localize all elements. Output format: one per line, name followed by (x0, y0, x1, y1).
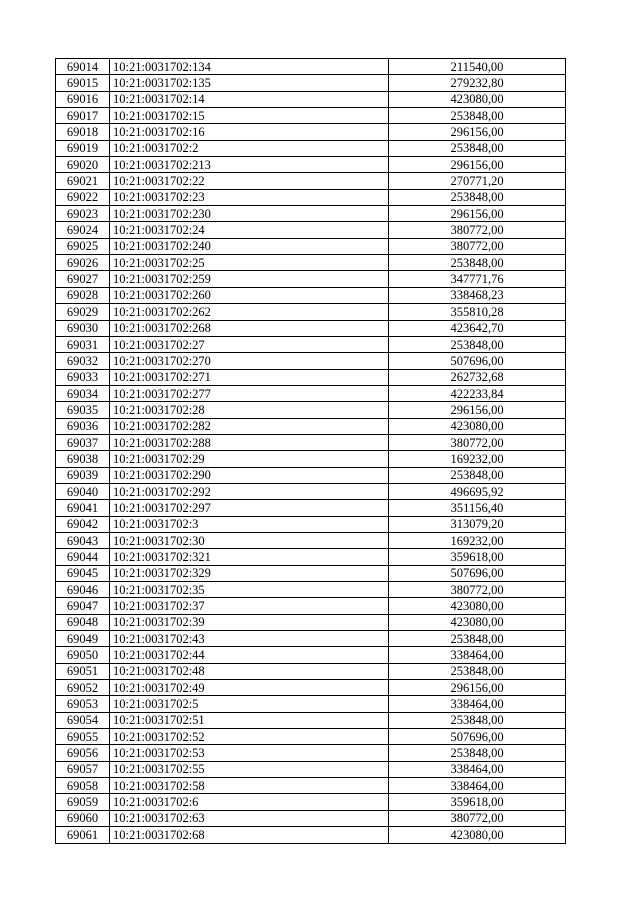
cadastral-value-cell: 380772,00 (389, 810, 566, 826)
cadastral-value-cell: 253848,00 (389, 336, 566, 352)
row-number-cell: 69044 (56, 549, 110, 565)
row-number-cell: 69022 (56, 189, 110, 205)
cadastral-value-cell: 422233,84 (389, 385, 566, 401)
cadastral-number-cell: 10:21:0031702:5 (110, 696, 389, 712)
table-row (56, 761, 566, 777)
cadastral-value-cell: 262732,68 (389, 369, 566, 385)
cadastral-value-cell: 380772,00 (389, 238, 566, 254)
cadastral-number-cell: 10:21:0031702:230 (110, 206, 389, 222)
row-number-cell: 69046 (56, 582, 110, 598)
table-row (56, 418, 566, 434)
table-row (56, 255, 566, 271)
table-row (56, 696, 566, 712)
table-row (56, 271, 566, 287)
row-number-cell: 69015 (56, 75, 110, 91)
row-number-cell: 69054 (56, 712, 110, 728)
cadastral-number-cell: 10:21:0031702:28 (110, 402, 389, 418)
cadastral-number-cell: 10:21:0031702:135 (110, 75, 389, 91)
row-number-cell: 69039 (56, 467, 110, 483)
cadastral-value-cell: 423080,00 (389, 598, 566, 614)
row-number-cell: 69041 (56, 500, 110, 516)
cadastral-value-cell: 355810,28 (389, 304, 566, 320)
table-row (56, 157, 566, 173)
table-row (56, 59, 566, 75)
row-number-cell: 69058 (56, 778, 110, 794)
cadastral-value-cell: 347771,76 (389, 271, 566, 287)
cadastral-number-cell: 10:21:0031702:3 (110, 516, 389, 532)
table-row (56, 483, 566, 499)
cadastral-number-cell: 10:21:0031702:213 (110, 157, 389, 173)
cadastral-value-cell: 253848,00 (389, 745, 566, 761)
cadastral-number-cell: 10:21:0031702:39 (110, 614, 389, 630)
cadastral-value-cell: 338464,00 (389, 761, 566, 777)
table-row (56, 647, 566, 663)
table-row (56, 532, 566, 548)
row-number-cell: 69043 (56, 532, 110, 548)
cadastral-number-cell: 10:21:0031702:48 (110, 663, 389, 679)
cadastral-value-cell: 338464,00 (389, 778, 566, 794)
table-row (56, 369, 566, 385)
cadastral-value-cell: 296156,00 (389, 680, 566, 696)
cadastral-number-cell: 10:21:0031702:292 (110, 483, 389, 499)
cadastral-value-cell: 313079,20 (389, 516, 566, 532)
cadastral-value-cell: 507696,00 (389, 565, 566, 581)
cadastral-value-cell: 253848,00 (389, 140, 566, 156)
table-row (56, 353, 566, 369)
table-row (56, 500, 566, 516)
cadastral-number-cell: 10:21:0031702:2 (110, 140, 389, 156)
cadastral-number-cell: 10:21:0031702:288 (110, 434, 389, 450)
cadastral-value-cell: 507696,00 (389, 729, 566, 745)
table-row (56, 549, 566, 565)
row-number-cell: 69018 (56, 124, 110, 140)
row-number-cell: 69033 (56, 369, 110, 385)
table-row (56, 402, 566, 418)
cadastral-number-cell: 10:21:0031702:52 (110, 729, 389, 745)
row-number-cell: 69042 (56, 516, 110, 532)
table-row (56, 336, 566, 352)
row-number-cell: 69059 (56, 794, 110, 810)
table-row (56, 565, 566, 581)
row-number-cell: 69016 (56, 91, 110, 107)
cadastral-value-cell: 211540,00 (389, 59, 566, 75)
row-number-cell: 69052 (56, 680, 110, 696)
table-row (56, 794, 566, 810)
cadastral-number-cell: 10:21:0031702:290 (110, 467, 389, 483)
cadastral-value-cell: 296156,00 (389, 157, 566, 173)
cadastral-number-cell: 10:21:0031702:6 (110, 794, 389, 810)
row-number-cell: 69040 (56, 483, 110, 499)
cadastral-value-cell: 423080,00 (389, 614, 566, 630)
row-number-cell: 69051 (56, 663, 110, 679)
cadastral-value-cell: 253848,00 (389, 108, 566, 124)
cadastral-value-cell: 253848,00 (389, 189, 566, 205)
cadastral-number-cell: 10:21:0031702:23 (110, 189, 389, 205)
cadastral-number-cell: 10:21:0031702:37 (110, 598, 389, 614)
table-row (56, 778, 566, 794)
cadastral-number-cell: 10:21:0031702:68 (110, 827, 389, 843)
table-row (56, 745, 566, 761)
cadastral-value-cell: 296156,00 (389, 402, 566, 418)
cadastral-number-cell: 10:21:0031702:329 (110, 565, 389, 581)
cadastral-value-cell: 338464,00 (389, 696, 566, 712)
table-row (56, 582, 566, 598)
row-number-cell: 69026 (56, 255, 110, 271)
table-row (56, 516, 566, 532)
cadastral-number-cell: 10:21:0031702:14 (110, 91, 389, 107)
cadastral-value-cell: 380772,00 (389, 582, 566, 598)
table-row (56, 287, 566, 303)
cadastral-number-cell: 10:21:0031702:268 (110, 320, 389, 336)
cadastral-number-cell: 10:21:0031702:271 (110, 369, 389, 385)
cadastral-value-cell: 359618,00 (389, 794, 566, 810)
table-row (56, 91, 566, 107)
cadastral-number-cell: 10:21:0031702:270 (110, 353, 389, 369)
table-row (56, 663, 566, 679)
cadastral-number-cell: 10:21:0031702:259 (110, 271, 389, 287)
cadastral-number-cell: 10:21:0031702:240 (110, 238, 389, 254)
cadastral-number-cell: 10:21:0031702:282 (110, 418, 389, 434)
table-row (56, 124, 566, 140)
row-number-cell: 69060 (56, 810, 110, 826)
cadastral-number-cell: 10:21:0031702:15 (110, 108, 389, 124)
cadastral-value-cell: 253848,00 (389, 663, 566, 679)
row-number-cell: 69057 (56, 761, 110, 777)
row-number-cell: 69021 (56, 173, 110, 189)
table-row (56, 598, 566, 614)
cadastral-value-cell: 169232,00 (389, 532, 566, 548)
cadastral-value-cell: 338464,00 (389, 647, 566, 663)
row-number-cell: 69031 (56, 336, 110, 352)
table-body (56, 59, 566, 844)
cadastral-number-cell: 10:21:0031702:58 (110, 778, 389, 794)
cadastral-value-cell: 423080,00 (389, 418, 566, 434)
row-number-cell: 69038 (56, 451, 110, 467)
row-number-cell: 69035 (56, 402, 110, 418)
table-row (56, 304, 566, 320)
cadastral-value-cell: 169232,00 (389, 451, 566, 467)
table-row (56, 827, 566, 843)
cadastral-value-cell: 423080,00 (389, 827, 566, 843)
cadastral-number-cell: 10:21:0031702:260 (110, 287, 389, 303)
cadastral-value-cell: 507696,00 (389, 353, 566, 369)
row-number-cell: 69020 (56, 157, 110, 173)
cadastral-value-cell: 496695,92 (389, 483, 566, 499)
cadastral-value-cell: 253848,00 (389, 712, 566, 728)
row-number-cell: 69056 (56, 745, 110, 761)
row-number-cell: 69045 (56, 565, 110, 581)
table-row (56, 189, 566, 205)
table-row (56, 631, 566, 647)
table-row (56, 680, 566, 696)
cadastral-number-cell: 10:21:0031702:262 (110, 304, 389, 320)
cadastral-number-cell: 10:21:0031702:44 (110, 647, 389, 663)
row-number-cell: 69061 (56, 827, 110, 843)
table-row (56, 222, 566, 238)
cadastral-number-cell: 10:21:0031702:297 (110, 500, 389, 516)
row-number-cell: 69014 (56, 59, 110, 75)
row-number-cell: 69025 (56, 238, 110, 254)
cadastral-value-cell: 423080,00 (389, 91, 566, 107)
row-number-cell: 69032 (56, 353, 110, 369)
row-number-cell: 69048 (56, 614, 110, 630)
table-row (56, 451, 566, 467)
row-number-cell: 69027 (56, 271, 110, 287)
table-row (56, 614, 566, 630)
table-row (56, 385, 566, 401)
row-number-cell: 69028 (56, 287, 110, 303)
table-row (56, 810, 566, 826)
table-row (56, 712, 566, 728)
table-row (56, 238, 566, 254)
table-row (56, 75, 566, 91)
cadastral-value-cell: 253848,00 (389, 467, 566, 483)
cadastral-value-cell: 380772,00 (389, 222, 566, 238)
cadastral-value-cell: 423642,70 (389, 320, 566, 336)
row-number-cell: 69037 (56, 434, 110, 450)
cadastral-value-cell: 351156,40 (389, 500, 566, 516)
cadastral-number-cell: 10:21:0031702:63 (110, 810, 389, 826)
cadastral-number-cell: 10:21:0031702:51 (110, 712, 389, 728)
table-row (56, 140, 566, 156)
row-number-cell: 69019 (56, 140, 110, 156)
row-number-cell: 69047 (56, 598, 110, 614)
cadastral-number-cell: 10:21:0031702:55 (110, 761, 389, 777)
cadastral-value-cell: 296156,00 (389, 206, 566, 222)
row-number-cell: 69034 (56, 385, 110, 401)
cadastral-value-cell: 359618,00 (389, 549, 566, 565)
cadastral-number-cell: 10:21:0031702:277 (110, 385, 389, 401)
table-row (56, 206, 566, 222)
table-row (56, 729, 566, 745)
cadastral-value-cell: 253848,00 (389, 255, 566, 271)
cadastral-number-cell: 10:21:0031702:30 (110, 532, 389, 548)
cadastral-number-cell: 10:21:0031702:25 (110, 255, 389, 271)
row-number-cell: 69029 (56, 304, 110, 320)
row-number-cell: 69023 (56, 206, 110, 222)
row-number-cell: 69024 (56, 222, 110, 238)
cadastral-value-cell: 279232,80 (389, 75, 566, 91)
row-number-cell: 69036 (56, 418, 110, 434)
row-number-cell: 69017 (56, 108, 110, 124)
cadastral-number-cell: 10:21:0031702:27 (110, 336, 389, 352)
cadastral-value-cell: 338468,23 (389, 287, 566, 303)
row-number-cell: 69030 (56, 320, 110, 336)
cadastral-value-table (55, 58, 566, 844)
cadastral-value-cell: 270771,20 (389, 173, 566, 189)
row-number-cell: 69055 (56, 729, 110, 745)
cadastral-value-cell: 296156,00 (389, 124, 566, 140)
cadastral-number-cell: 10:21:0031702:321 (110, 549, 389, 565)
table-row (56, 467, 566, 483)
cadastral-number-cell: 10:21:0031702:35 (110, 582, 389, 598)
cadastral-number-cell: 10:21:0031702:16 (110, 124, 389, 140)
cadastral-number-cell: 10:21:0031702:53 (110, 745, 389, 761)
table-row (56, 173, 566, 189)
cadastral-number-cell: 10:21:0031702:134 (110, 59, 389, 75)
cadastral-number-cell: 10:21:0031702:49 (110, 680, 389, 696)
table-row (56, 108, 566, 124)
cadastral-value-cell: 380772,00 (389, 434, 566, 450)
row-number-cell: 69050 (56, 647, 110, 663)
cadastral-value-cell: 253848,00 (389, 631, 566, 647)
cadastral-number-cell: 10:21:0031702:29 (110, 451, 389, 467)
table-row (56, 320, 566, 336)
row-number-cell: 69049 (56, 631, 110, 647)
cadastral-number-cell: 10:21:0031702:22 (110, 173, 389, 189)
row-number-cell: 69053 (56, 696, 110, 712)
table-row (56, 434, 566, 450)
cadastral-number-cell: 10:21:0031702:24 (110, 222, 389, 238)
cadastral-number-cell: 10:21:0031702:43 (110, 631, 389, 647)
